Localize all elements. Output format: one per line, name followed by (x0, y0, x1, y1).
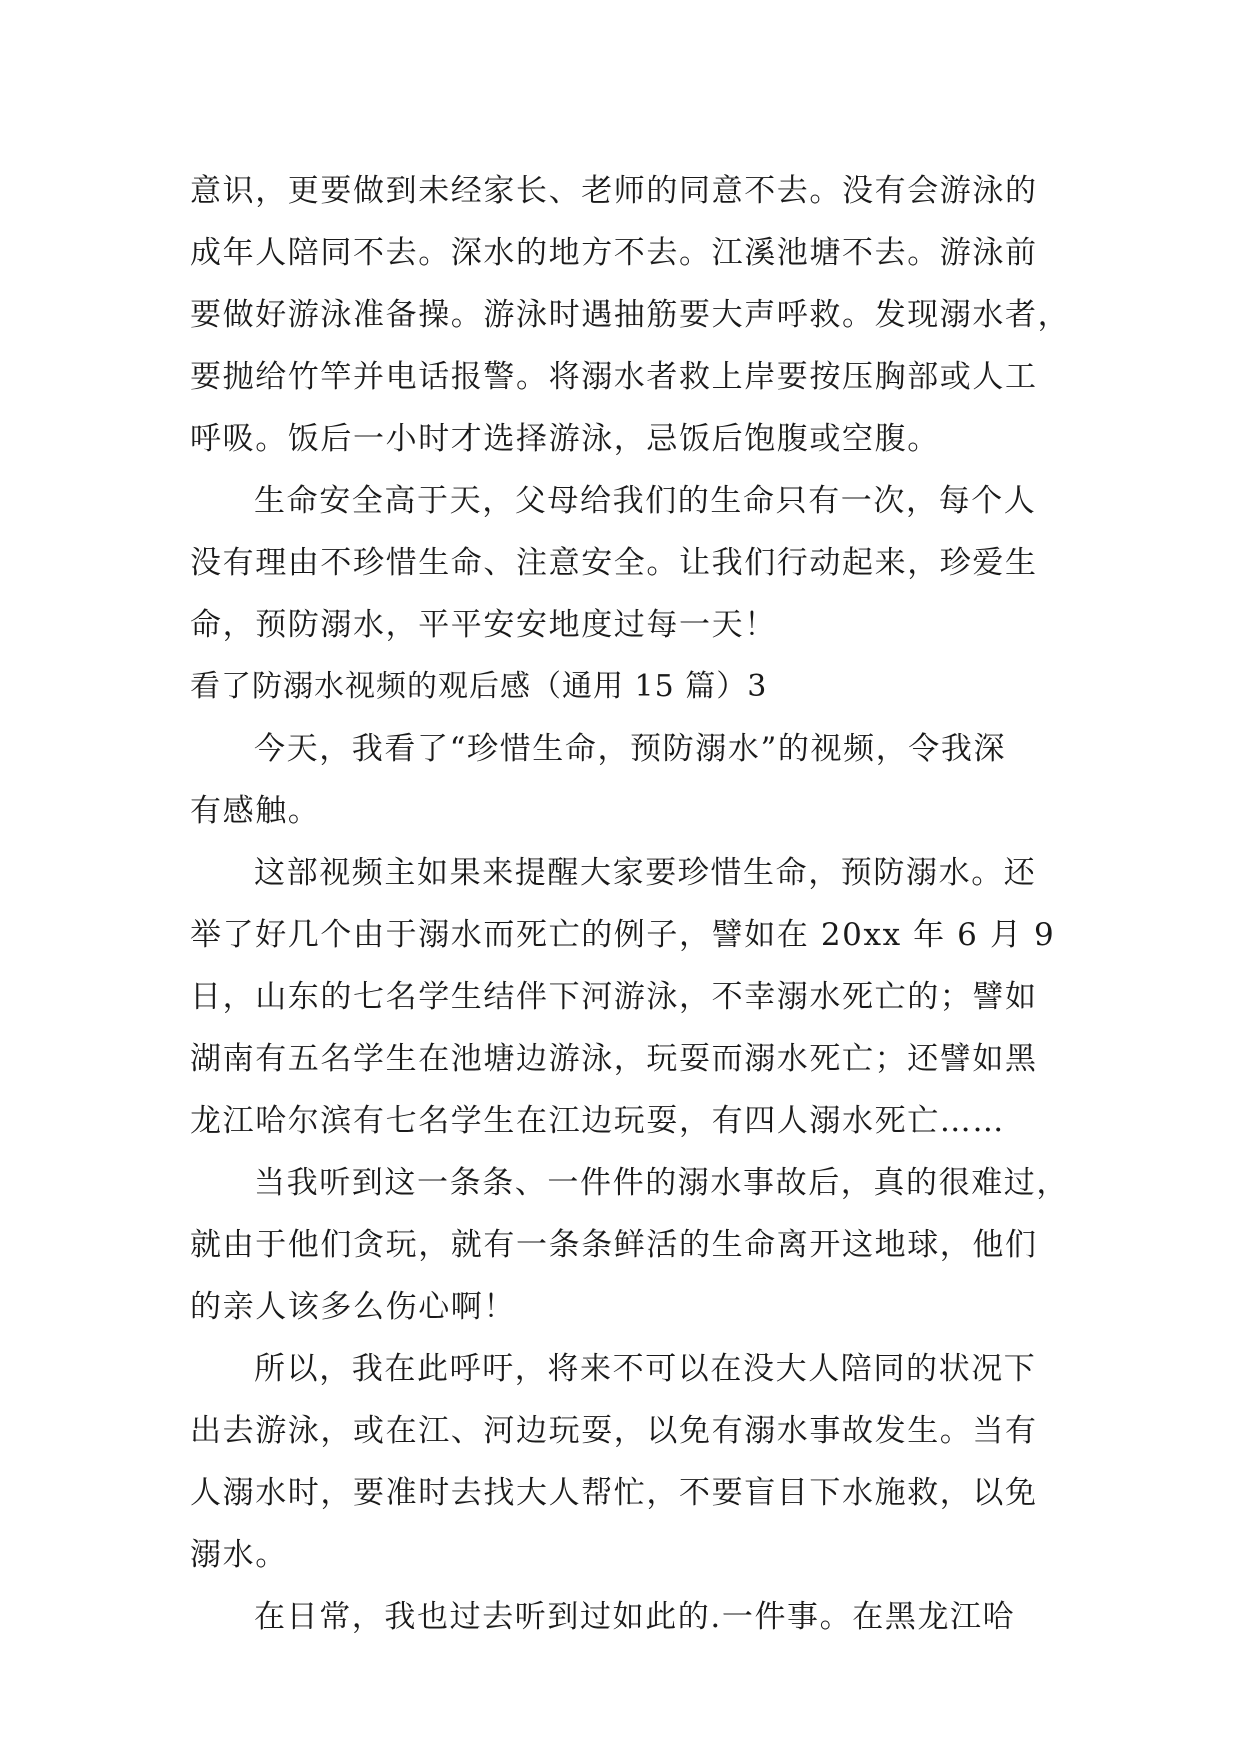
text-line: 要做好游泳准备操。游泳时遇抽筋要大声呼救。发现溺水者， (190, 297, 1071, 333)
section-heading: 看了防溺水视频的观后感（通用 15 篇）3 (190, 669, 768, 704)
text-line: 人溺水时，要准时去找大人帮忙，不要盲目下水施救，以免 (190, 1475, 1038, 1511)
text-line: 意识，更要做到未经家长、老师的同意不去。没有会游泳的 (190, 173, 1038, 209)
text-line: 没有理由不珍惜生命、注意安全。让我们行动起来，珍爱生 (190, 545, 1038, 581)
text-line: 龙江哈尔滨有七名学生在江边玩耍，有四人溺水死亡…… (190, 1103, 1005, 1139)
text-line: 就由于他们贪玩，就有一条条鲜活的生命离开这地球，他们 (190, 1227, 1038, 1263)
text-line: 成年人陪同不去。深水的地方不去。江溪池塘不去。游泳前 (190, 235, 1038, 271)
paragraph-first-line: 在日常，我也过去听到过如此的.一件事。在黑龙江哈 (254, 1599, 1016, 1635)
text-line: 命，预防溺水，平平安安地度过每一天！ (190, 607, 777, 643)
paragraph-first-line: 生命安全高于天，父母给我们的生命只有一次，每个人 (254, 483, 1037, 519)
text-line: 出去游泳，或在江、河边玩耍，以免有溺水事故发生。当有 (190, 1413, 1038, 1449)
paragraph-first-line: 这部视频主如果来提醒大家要珍惜生命，预防溺水。还 (254, 855, 1037, 891)
text-line: 日，山东的七名学生结伴下河游泳，不幸溺水死亡的；譬如 (190, 979, 1038, 1015)
text-line: 的亲人该多么伤心啊！ (190, 1289, 516, 1325)
body-text (190, 160, 1071, 1648)
paragraph-first-line: 今天，我看了“珍惜生命，预防溺水”的视频，令我深 (254, 731, 1007, 767)
text-line: 有感触。 (190, 793, 321, 829)
paragraph-first-line: 所以，我在此呼吁，将来不可以在没大人陪同的状况下 (254, 1351, 1037, 1387)
text-line: 举了好几个由于溺水而死亡的例子，譬如在 20xx 年 6 月 9 (190, 917, 1056, 953)
text-line: 溺水。 (190, 1537, 288, 1573)
paragraph-first-line: 当我听到这一条条、一件件的溺水事故后，真的很难过， (254, 1165, 1069, 1201)
text-line: 呼吸。饭后一小时才选择游泳，忌饭后饱腹或空腹。 (190, 421, 940, 457)
text-line: 要抛给竹竿并电话报警。将溺水者救上岸要按压胸部或人工 (190, 359, 1038, 395)
text-line: 湖南有五名学生在池塘边游泳，玩耍而溺水死亡；还譬如黑 (190, 1041, 1038, 1077)
